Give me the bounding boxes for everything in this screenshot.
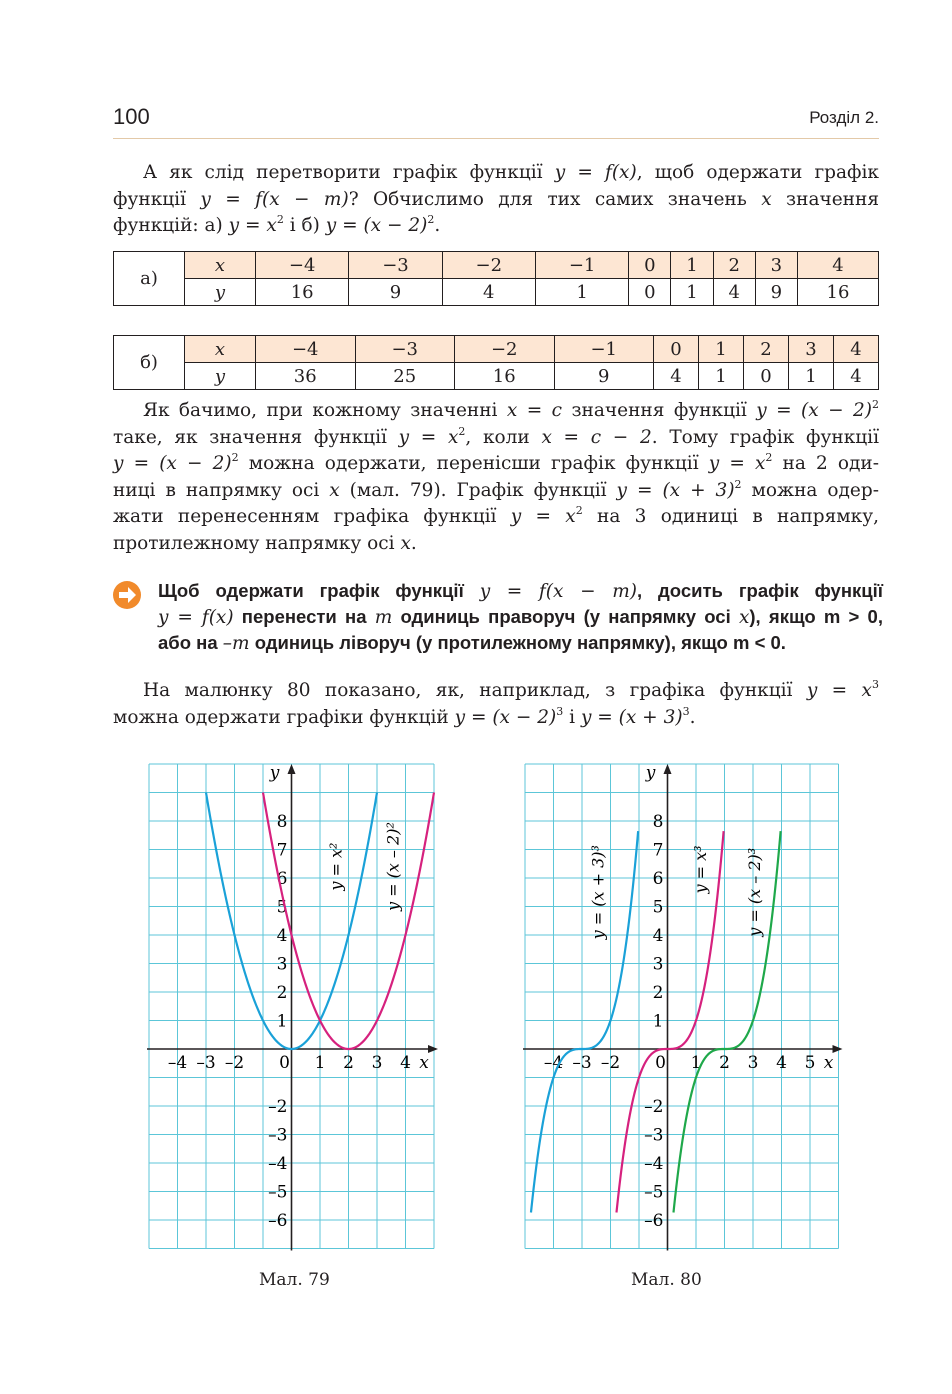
x-tick-label: 3 — [747, 1053, 759, 1073]
x-tick-label: 4 — [400, 1053, 411, 1073]
y-tick-label: 2 — [276, 983, 288, 1003]
y-axis-label: y — [645, 763, 656, 783]
section-title: Розділ 2. — [809, 108, 879, 127]
x-axis-arrow — [833, 1045, 843, 1053]
y-tick-label: –3 — [644, 1125, 664, 1146]
x-axis-label: x — [419, 1053, 429, 1073]
y-tick-label: –5 — [644, 1182, 664, 1203]
curve-label: y = (x + 3)³ — [588, 845, 608, 940]
curve-y-x-plus-3-cubed — [531, 831, 638, 1212]
y-tick-label: 6 — [652, 869, 664, 889]
y-tick-label: 7 — [652, 840, 664, 861]
figure-79-caption: Мал. 79 — [259, 1270, 330, 1290]
y-tick-label: 4 — [652, 926, 664, 946]
y-tick-label: –4 — [644, 1154, 664, 1174]
y-tick-label: 8 — [276, 812, 288, 832]
explanation-paragraph: Як бачимо, при кожному значенні x = c значення функції $y = (x - 2)^2$ таке, як значення функції $y = x^2$, коли x = c − 2. Тому графік функції $y = (x - 2)^2$ можна одержати, перенісши графік функції $y = x^2$ на 2 оди- ниці в напрямку осі x (мал. 79). Графік функції $y = (x + 3)^2$ можна одер- жати перенесенням графіка функції $y = x^2$ на 3 одиниці в напрямку, протилежному напрямку осі x. — [113, 398, 880, 554]
x-tick-label: 0 — [279, 1053, 290, 1073]
y-tick-label: 5 — [652, 897, 664, 918]
y-tick-label: 5 — [276, 897, 288, 918]
values-table-b: б) x −4 −3 −2 −1 0 1 2 3 4 y 36 25 16 9 4 1 0 1 4 — [113, 335, 879, 390]
y-tick-label: 2 — [652, 983, 664, 1003]
table-label: б) — [114, 336, 185, 390]
curve-label: y = x² — [326, 842, 346, 891]
values-table-a: а) x −4 −3 −2 −1 0 1 2 3 4 y 16 9 4 1 0 1 4 9 16 — [113, 251, 879, 306]
table-label: а) — [114, 252, 185, 306]
curve-label: y = (x – 2)² — [383, 822, 403, 912]
curve-label: y = x³ — [690, 845, 710, 894]
y-tick-label: –4 — [268, 1154, 288, 1174]
x-tick-label: 5 — [804, 1053, 816, 1073]
arrow-right-icon — [113, 581, 141, 609]
rule-text: Щоб одержати графік функції y = f(x − m), досить графік функції y = f(x) перенести на m одиниць праворуч (у напрямку осі x), якщо m > 0, або на –m одиниць ліворуч (у протилежному напрямку), якщо m < 0. — [158, 580, 883, 654]
x-tick-label: 0 — [655, 1053, 666, 1073]
y-tick-label: 8 — [652, 812, 664, 832]
x-tick-label: –3 — [196, 1053, 216, 1073]
figure-80-cubics — [516, 755, 846, 1255]
y-axis-arrow — [664, 764, 672, 774]
intro-paragraph: А як слід перетворити графік функції y = f(x), щоб одержати графік функції y = f(x − m)? Обчислимо для тих самих значень x значення функцій: а) $y = x^2$ і б) $y = (x - 2)^2$. — [113, 162, 879, 236]
y-tick-label: 7 — [276, 840, 288, 861]
page-number: 100 — [113, 104, 150, 129]
y-axis-arrow — [288, 764, 296, 774]
y-tick-label: –2 — [268, 1097, 288, 1117]
figure-79-parabolas — [140, 755, 440, 1255]
x-tick-label: –4 — [543, 1053, 564, 1073]
curve-y-x-minus-2-cubed — [673, 831, 780, 1212]
y-tick-label: 1 — [276, 1011, 288, 1032]
x-tick-label: 2 — [343, 1053, 354, 1073]
figure-80-caption: Мал. 80 — [631, 1270, 702, 1290]
x-axis-label: x — [823, 1053, 834, 1073]
y-tick-label: –6 — [644, 1211, 664, 1231]
y-tick-label: 3 — [276, 954, 288, 975]
y-tick-label: –3 — [268, 1125, 288, 1146]
x-axis-arrow — [428, 1045, 438, 1053]
figure-intro-paragraph: На малюнку 80 показано, як, наприклад, з графіка функції $y = x^3$ можна одержати графіки функцій $y = (x - 2)^3$ і $y = (x + 3)^3$. — [113, 678, 879, 728]
x-tick-label: –3 — [572, 1053, 592, 1073]
x-tick-label: –4 — [167, 1053, 188, 1073]
y-axis-label: y — [269, 763, 280, 783]
y-tick-label: 1 — [652, 1011, 664, 1032]
curve-label: y = (x – 2)³ — [745, 847, 765, 937]
y-tick-label: –2 — [644, 1097, 664, 1117]
x-tick-label: 2 — [719, 1053, 730, 1073]
y-tick-label: –6 — [268, 1211, 288, 1231]
y-tick-label: –5 — [268, 1182, 288, 1203]
x-tick-label: –2 — [224, 1053, 245, 1073]
x-tick-label: 1 — [314, 1053, 326, 1073]
x-tick-label: 1 — [690, 1053, 702, 1073]
y-tick-label: 4 — [276, 926, 288, 946]
x-tick-label: –2 — [600, 1053, 621, 1073]
x-tick-label: 4 — [776, 1053, 787, 1073]
page-header — [113, 104, 879, 139]
y-tick-label: 6 — [276, 869, 288, 889]
y-tick-label: 3 — [652, 954, 664, 975]
x-tick-label: 3 — [371, 1053, 383, 1073]
